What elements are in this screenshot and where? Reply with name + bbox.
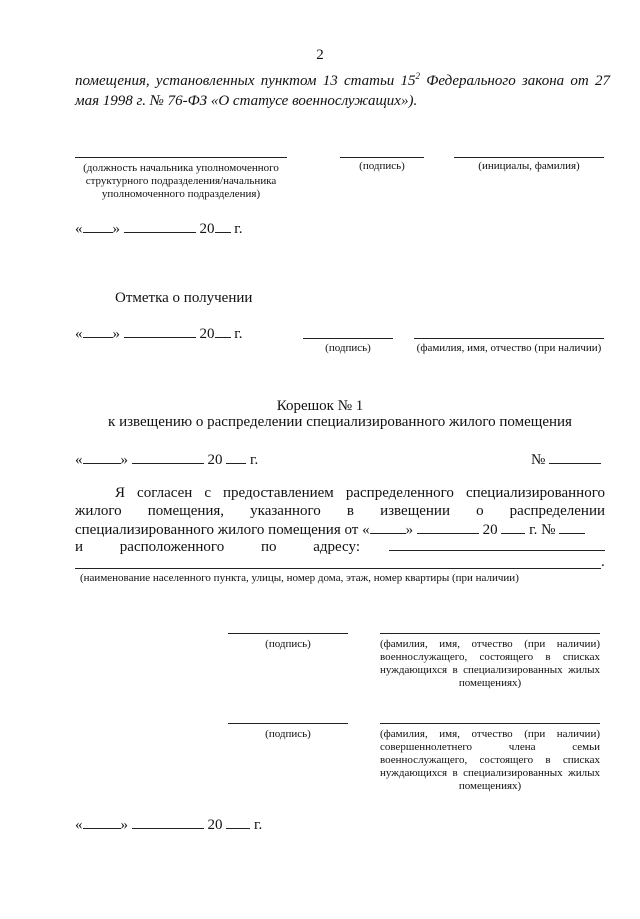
signature-caption-3: (подпись) <box>265 728 311 740</box>
page-number: 2 <box>316 47 324 63</box>
receipt-date: « » 20 г. <box>75 326 243 342</box>
final-date: « » 20 г. <box>75 817 263 833</box>
receipt-title: Отметка о получении <box>115 290 253 306</box>
name-line-2[interactable] <box>380 633 600 634</box>
signature-caption-2: (подпись) <box>265 638 311 650</box>
name-caption-2: (фамилия, имя, отчество (при наличии) военнослужащего, состоящего в списках нуждающихся в специализированных жилых помещениях) <box>380 638 600 689</box>
receipt-date-day-blank[interactable] <box>83 324 113 338</box>
date-1: « » 20 г. <box>75 221 243 237</box>
final-date-day-blank[interactable] <box>83 815 121 829</box>
date-1-month-blank[interactable] <box>124 219 196 233</box>
signature-line-3[interactable] <box>228 723 348 724</box>
consent-date-year-blank[interactable] <box>501 520 525 534</box>
intro-line-2: мая 1998 г. № 76-ФЗ «О статусе военнослужащих»). <box>75 93 418 109</box>
consent-number-blank[interactable] <box>559 520 585 534</box>
consent-line-3: специализированного жилого помещения от « » 20 г. № <box>75 520 585 539</box>
position-line[interactable] <box>75 157 287 158</box>
signature-caption-1: (подпись) <box>359 160 405 172</box>
receipt-signature-line[interactable] <box>303 338 393 339</box>
name-line-3[interactable] <box>380 723 600 724</box>
address-line-1[interactable] <box>389 550 605 551</box>
receipt-name-line[interactable] <box>414 338 604 339</box>
consent-date-day-blank[interactable] <box>370 520 406 534</box>
stub-number-blank[interactable] <box>549 450 601 464</box>
consent-line-1: Я согласен с предоставлением распределенного специализированного <box>115 485 605 501</box>
stub-date: « » 20 г. <box>75 452 259 468</box>
stub-date-day-blank[interactable] <box>83 450 121 464</box>
address-line-2[interactable] <box>75 568 601 569</box>
intro-line-1: помещения, установленных пунктом 13 статьи $15^2$ Федерального закона от 27 <box>75 71 610 89</box>
signature-line-2[interactable] <box>228 633 348 634</box>
name-line-1[interactable] <box>454 157 604 158</box>
address-caption: (наименование населенного пункта, улицы, номер дома, этаж, номер квартиры (при наличии) <box>80 572 519 584</box>
address-dot: . <box>601 554 605 570</box>
stub-number: № <box>531 450 601 469</box>
stub-date-month-blank[interactable] <box>132 450 204 464</box>
final-date-year-blank[interactable] <box>226 815 250 829</box>
name-caption-3: (фамилия, имя, отчество (при наличии) совершеннолетнего члена семьи военнослужащего, состоящего в списках нуждающихся в специализированных жилых помещениях) <box>380 728 600 792</box>
receipt-date-month-blank[interactable] <box>124 324 196 338</box>
stub-subtitle: к извещению о распределении специализированного жилого помещения <box>108 414 572 430</box>
consent-line-2: жилого помещения, указанного в извещении о распределении <box>75 503 605 519</box>
position-caption: (должность начальника уполномоченного структурного подразделения/начальника уполномоченного подразделения) <box>83 162 279 200</box>
stub-title: Корешок № 1 <box>276 398 364 414</box>
name-caption-1: (инициалы, фамилия) <box>478 160 580 172</box>
receipt-name-caption: (фамилия, имя, отчество (при наличии) <box>416 342 602 354</box>
receipt-date-year-blank[interactable] <box>215 324 231 338</box>
final-date-month-blank[interactable] <box>132 815 204 829</box>
stub-date-year-blank[interactable] <box>226 450 246 464</box>
receipt-signature-caption: (подпись) <box>325 342 371 354</box>
consent-line-4: и расположенного по адресу: <box>75 539 360 555</box>
date-1-year-blank[interactable] <box>215 219 231 233</box>
date-1-day-blank[interactable] <box>83 219 113 233</box>
consent-date-month-blank[interactable] <box>417 520 479 534</box>
signature-line-1[interactable] <box>340 157 424 158</box>
